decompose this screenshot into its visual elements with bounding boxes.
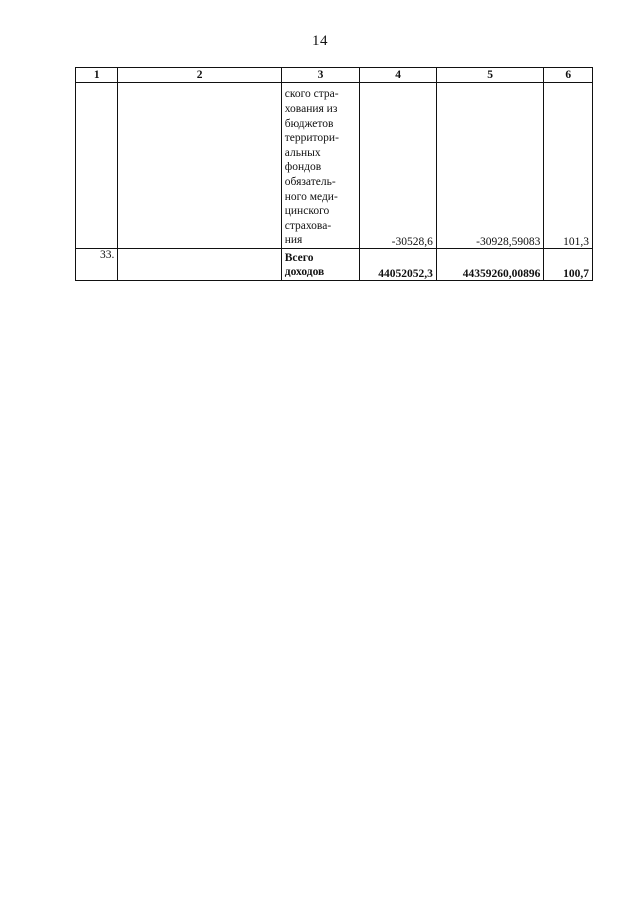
percent-cell: 100,7 [544,249,593,281]
description-line: страхова- [284,219,332,232]
description-line: территори- [284,132,339,145]
page-number: 14 [312,33,328,49]
budget-table [75,67,593,281]
approved-amount-cell: -30528,6 [360,83,437,249]
actual-amount-cell: 44359260,00896 [436,249,544,281]
description-cell [281,249,360,281]
actual-amount-cell: -30928,59083 [436,83,544,249]
table-row [76,83,593,249]
row-number-cell: 33. [76,249,118,281]
column-header-3: 3 [281,68,360,83]
table-row-total [76,249,593,281]
description-line: обязатель- [284,176,336,189]
table-header-row [76,68,593,83]
column-header-6: 6 [544,68,593,83]
description-cell [281,83,360,249]
description-line: Всего [284,251,314,264]
description-line: бюджетов [284,117,334,130]
description-line: фондов [284,161,322,174]
code-cell [118,249,281,281]
description-line: альных [284,146,321,159]
column-header-1: 1 [76,68,118,83]
description-line: ского стра- [284,88,339,101]
column-header-5: 5 [436,68,544,83]
description-line: доходов [284,266,325,279]
approved-amount-cell: 44052052,3 [360,249,437,281]
row-number-cell [76,83,118,249]
description-line: ного меди- [284,190,338,203]
column-header-2: 2 [118,68,281,83]
description-line: ния [284,234,303,247]
column-header-4: 4 [360,68,437,83]
code-cell [118,83,281,249]
percent-cell: 101,3 [544,83,593,249]
description-line: хования из [284,103,338,116]
description-line: цинского [284,205,330,218]
